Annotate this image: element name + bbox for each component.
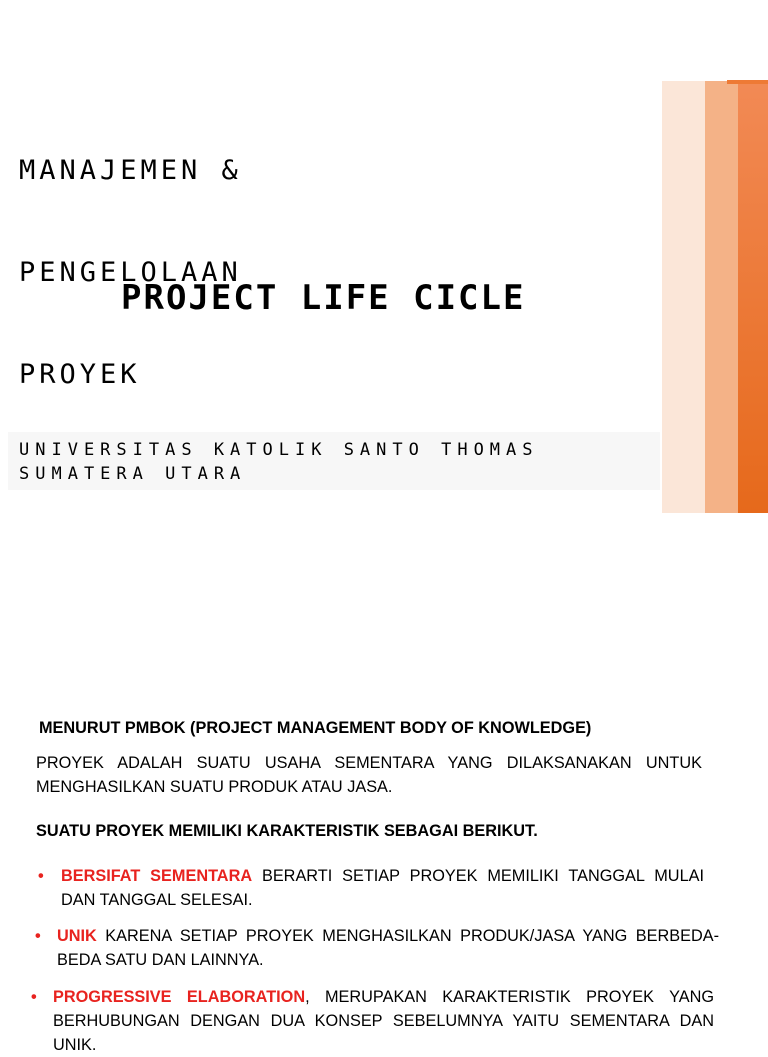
university-name-line: SUMATERA UTARA <box>19 464 247 484</box>
content-slide <box>0 690 768 1054</box>
decor-stripe-dark <box>738 81 768 513</box>
university-name-line: UNIVERSITAS KATOLIK SANTO THOMAS <box>19 440 539 460</box>
university-name <box>19 438 539 486</box>
project-definition: PROYEK ADALAH SUATU USAHA SEMENTARA YANG DILAKSANAKAN UNTUK MENGHASILKAN SUATU PRODUK ATAU JASA. <box>36 754 702 796</box>
main-title <box>19 86 242 460</box>
content-heading: MENURUT PMBOK (PROJECT MANAGEMENT BODY OF KNOWLEDGE) <box>39 719 592 737</box>
characteristics-heading: SUATU PROYEK MEMILIKI KARAKTERISTIK SEBAGAI BERIKUT. <box>36 822 538 840</box>
bullet-item <box>38 864 705 912</box>
main-title-line: MANAJEMEN & <box>19 155 242 186</box>
main-title-line: PROYEK <box>19 359 141 390</box>
decor-stripe-mid <box>705 81 738 513</box>
bullet-icon: • <box>38 867 44 885</box>
bullet-term: PROGRESSIVE ELABORATION <box>53 988 306 1006</box>
decor-stripe-cap <box>727 80 768 84</box>
bullet-term: BERSIFAT SEMENTARA <box>61 867 253 885</box>
main-title-line: PENGELOLAAN <box>19 257 242 288</box>
slide-subtitle: PROJECT LIFE CICLE <box>121 278 526 318</box>
bullet-text: BERARTI SETIAP PROYEK MEMILIKI TANGGAL MULAI DAN TANGGAL SELESAI. <box>61 867 705 909</box>
bullet-icon: • <box>31 988 37 1006</box>
bullet-item <box>31 985 715 1057</box>
bullet-term: UNIK <box>57 927 97 945</box>
bullet-text: , MERUPAKAN KARAKTERISTIK PROYEK YANG BERHUBUNGAN DENGAN DUA KONSEP SEBELUMNYA YAITU SEMENTARA DAN UNIK. <box>53 988 715 1054</box>
bullet-item <box>35 924 719 972</box>
decor-stripe-light <box>662 81 706 513</box>
bullet-icon: • <box>35 927 41 945</box>
bullet-text: KARENA SETIAP PROYEK MENGHASILKAN PRODUK/JASA YANG BERBEDA-BEDA SATU DAN LAINNYA. <box>57 927 719 969</box>
